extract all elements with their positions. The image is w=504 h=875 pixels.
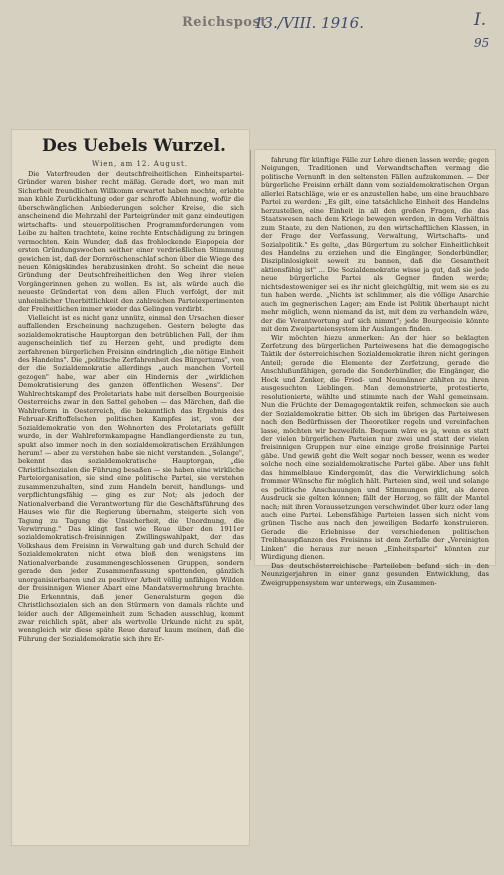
paragraph: Die Vaterfreuden der deutschfreiheitlichen Einheitspartei-Gründer waren bisher recht mäßig. Gerade dort, wo man mit Sicherheit freundlichen Willkomm erwartet haben mochte, erlebte man kühle Zurückhaltung oder gar schroffe Ablehnung, wofür die überschwänglichen Anbiederungen solcher Kreise, die sich anscheinend die Mehrzahl der Parteigründer mit ganz eindeutigen wirtschafts- und steuerpolitischen Programmforderungen vom Leibe zu halten trachtete, keine rechte Entschädigung zu bringen vermochten. Kein Wunder, daß das frohlockende Eiapopeia der ersten Gründungswochen seither einer verdrießlichen Stimmung gewichen ist, daß der Dornröschenschlaf schon über die Wiege des neuen Königskindes herabzusinken droht. So scheint die neue Gründung der Deutschfreiheitlichen den Weg ihrer vielen Vorgängerinnen gehen zu wollen. Es ist, als würde auch die neueste Gründertat von dem allen Fluch verfolgt, der mit unheimlicher Unerbittlichkeit den zahlreichen Parteiexperimenten der Freiheitlichen immer wieder das Gelingen verdirbt. [18, 170, 244, 314]
article-dateline: Wien, am 12. August. [92, 160, 188, 168]
paragraph: fahrung für künftige Fälle zur Lehre dienen lassen werde; gegen Neigungen, Traditionen und Verwandtschaften vermag die politische Vernunft in den seltensten Fällen aufzukommen. — Der bürgerliche Freisinn erhält dann vom sozialdemokratischen Organ allerlei Ratschläge, wie er es anzustellen habe, um eine brauchbare Partei zu werden: „Es gilt, eine tatsächliche Einheit des Handelns herzustellen, eine Einheit in all den großen Fragen, die das Staatswesen nach dem Kriege bewegen werden, in dem Verhältnis zum Staate, zu den Nationen, zu den wirtschaftlichen Klassen, in der Frage der Verfassung, Verwaltung, Wirtschafts- und Sozialpolitik." Es gelte, „das Bürgertum zu solcher Einheitlichkeit des Handelns zu erziehen und die Eingänger, Sonderbündler, Disziplinlosigkeit soweit zu bannen, daß die Gesamtheit aktionsfähig ist" ... Die Sozialdemokratie wisse ja gut, daß sie jede neue bürgerliche Partei als Gegner finden werde; nichtsdestoweniger sei es ihr nicht gleichgültig, mit wem sie es zu tun haben werde. „Nichts ist schlimmer, als die völlige Anarchie auch im gegnerischen Lager; am Ende ist Politik überhaupt nicht mehr möglich, wenn niemand da ist, mit dem zu verhandeln wäre, der die Verantwortung auf sich nimmt"; jede Bourgeoisie könnte mit dem Zweiparteiensystem ihr Auslangen finden. [261, 156, 489, 334]
newspaper-stamp: Reichspost [182, 15, 267, 30]
article-column-right [261, 156, 489, 587]
column-divider [250, 150, 251, 560]
paragraph: Wir möchten hiezu anmerken: An der hier so beklagten Zerfetzung des bürgerlichen Parteiwesens hat die demagogische Taktik der österreichischen Sozialdemokratie ihren nicht geringen Anteil; gerade die Elemente der Zerfetzung, gerade die Anschlußunfähigen, gerade die Sonderbündler, die Eingänger, die Hock und Zenker, die Fried- und Neumänner zählten zu ihren ausgesuchten Lieblingen. Man demonstrierte, protestierte, resolutionierte, wählte und stimmte nach der Wahl gemeinsam. Nun die Früchte der Demagogentaktik reifen, schmecken sie auch der Sozialdemokratie bitter. Ob sich im übrigen das Parteiwesen nach den Bedürfnissen der Theoretiker regeln und vereinfachen lasse, möchten wir bezweifeln. Bequem wäre es ja, wenn es statt der vielen bürgerlichen Parteien nur zwei und statt der vielen freisinnigen Gruppen nur eine einzige große freisinnige Partei gäbe. Und gewiß geht die Welt sogar noch besser, wenn es weder solche noch eine sozialdemokratische Partei gäbe. Aber uns fehlt das himmelblaue Kindergemüt, das die Verwirklichung solch frommer Wünsche für möglich hält. Parteien sind, weil und solange es politische Anschauungen und Stimmungen gibt, als deren Ausdruck sie gelten können; fällt der Herzog, so fällt der Mantel nach; mit ihren Voraussetzungen verschwindet über kurz oder lang auch eine Partei. Lebensfähige Parteien lassen sich nicht vom grünen Tische aus nach den jeweiligen Bedarfe konstruieren. Gerade die Erlebnisse der verschiedenen politischen Treibhauspflanzen des Freisinns ist dem Zerfalle der „Vereinigten Linken" die heraus zur neuen „Einheitspartei" könnten zur Würdigung dienen. [261, 333, 489, 562]
handwritten-date: 13./VIII. 1916. [254, 14, 364, 32]
paragraph: Vielleicht ist es nicht ganz unnütz, einmal den Ursachen dieser auffallenden Erscheinung nachzugehen. Gestern belegte das sozialdemokratische Hauptorgan den betrüblichen Fall, der ihm augenscheinlich tief zu Herzen geht, und predigte dem zerfahrenen bürgerlichen Freisinn eindringlich „die nötige Einheit des Handelns". Die „politische Zerfahrenheit des Bürgertums", von der die Sozialdemokratie allerdings „auch manchen Vorteil gezogen" habe, war aber ein Hindernis der „wirklichen Demokratisierung des ganzen öffentlichen Wesens". Der Wahlrechtskampf des Proletariats habe mit derselben Bourgeoisie Oesterreichs zwar in den Sattel gehoben — das Märchen, daß die Wahlreform in Oesterreich, die bekanntlich das Ergebnis des Februar-Kriftoffelschen politischen Kampfes ist, von der Sozialdemokratie von den Wohnorten des Proletariats gefüllt wurde, in der Wahlreformkampagne Handlangerdienste zu tun, spukt also immer noch in den sozialdemokratischen Erzählungen herum! — aber zu verstehen habe sie nicht verstanden. „Solange", bekennt das sozialdemokratische Hauptorgan, „die Christlichsozialen die Führung besaßen — sie haben eine wirkliche Parteiorganisation, sie sind eine politische Partei, sie verstehen zusammenzuhalten, sind zum Handeln bereit, handlungs- und verpflichtungsfähig — ging es zur Not; als jedoch der Nationalverband die Verantwortung für die Geschäftsführung des Hauses wie für die Regierung übernahm, steigerte sich von Tagung zu Tagung die Unsicherheit, die Unordnung, die Verwirrung." Das klingt fast wie Reue über den 1911er sozialdemokratisch-freisinnigen Zwillingswahlpakt, der das Volkshaus dem Freisinn in Verwaltung gab und durch Schuld der Sozialdemokraten nicht etwa bloß den wenigstens im Nationalverbande zusammengeschlossenen Gruppen, sondern gerade den jeder Zusammenfassung spottenden, gänzlich unorganisierbaren und zu positiver Arbeit völlig unfähigen Wilden der freisinnigen Wiener Abart eine Mandatsvermehrung brachte. Die Erkenntnis, daß jener Generalsturm gegen die Christlichsozialen sich an den Stürmern von damals rächte und leider auch der Allgemeinheit zum Schaden ausschlug, kommt zwar reichlich spät, aber als wertvolle Urkunde nicht zu spät, wenngleich wir diese späte Reue darauf kaum meinen, daß die Führung der Sozialdemokratie sich ihre Er- [18, 313, 244, 643]
article-headline: Des Uebels Wurzel. [42, 136, 226, 156]
article-column-left [18, 170, 244, 838]
archive-number: I. [474, 10, 487, 30]
paragraph: Das deutschösterreichische Parteileben befand sich in den Neunzigerjahren in einer ganz gesunden Entwicklung, das Zweigruppensystem war unterwegs, ein Zusammen- [261, 561, 489, 587]
archive-number-secondary: 95 [474, 36, 490, 50]
